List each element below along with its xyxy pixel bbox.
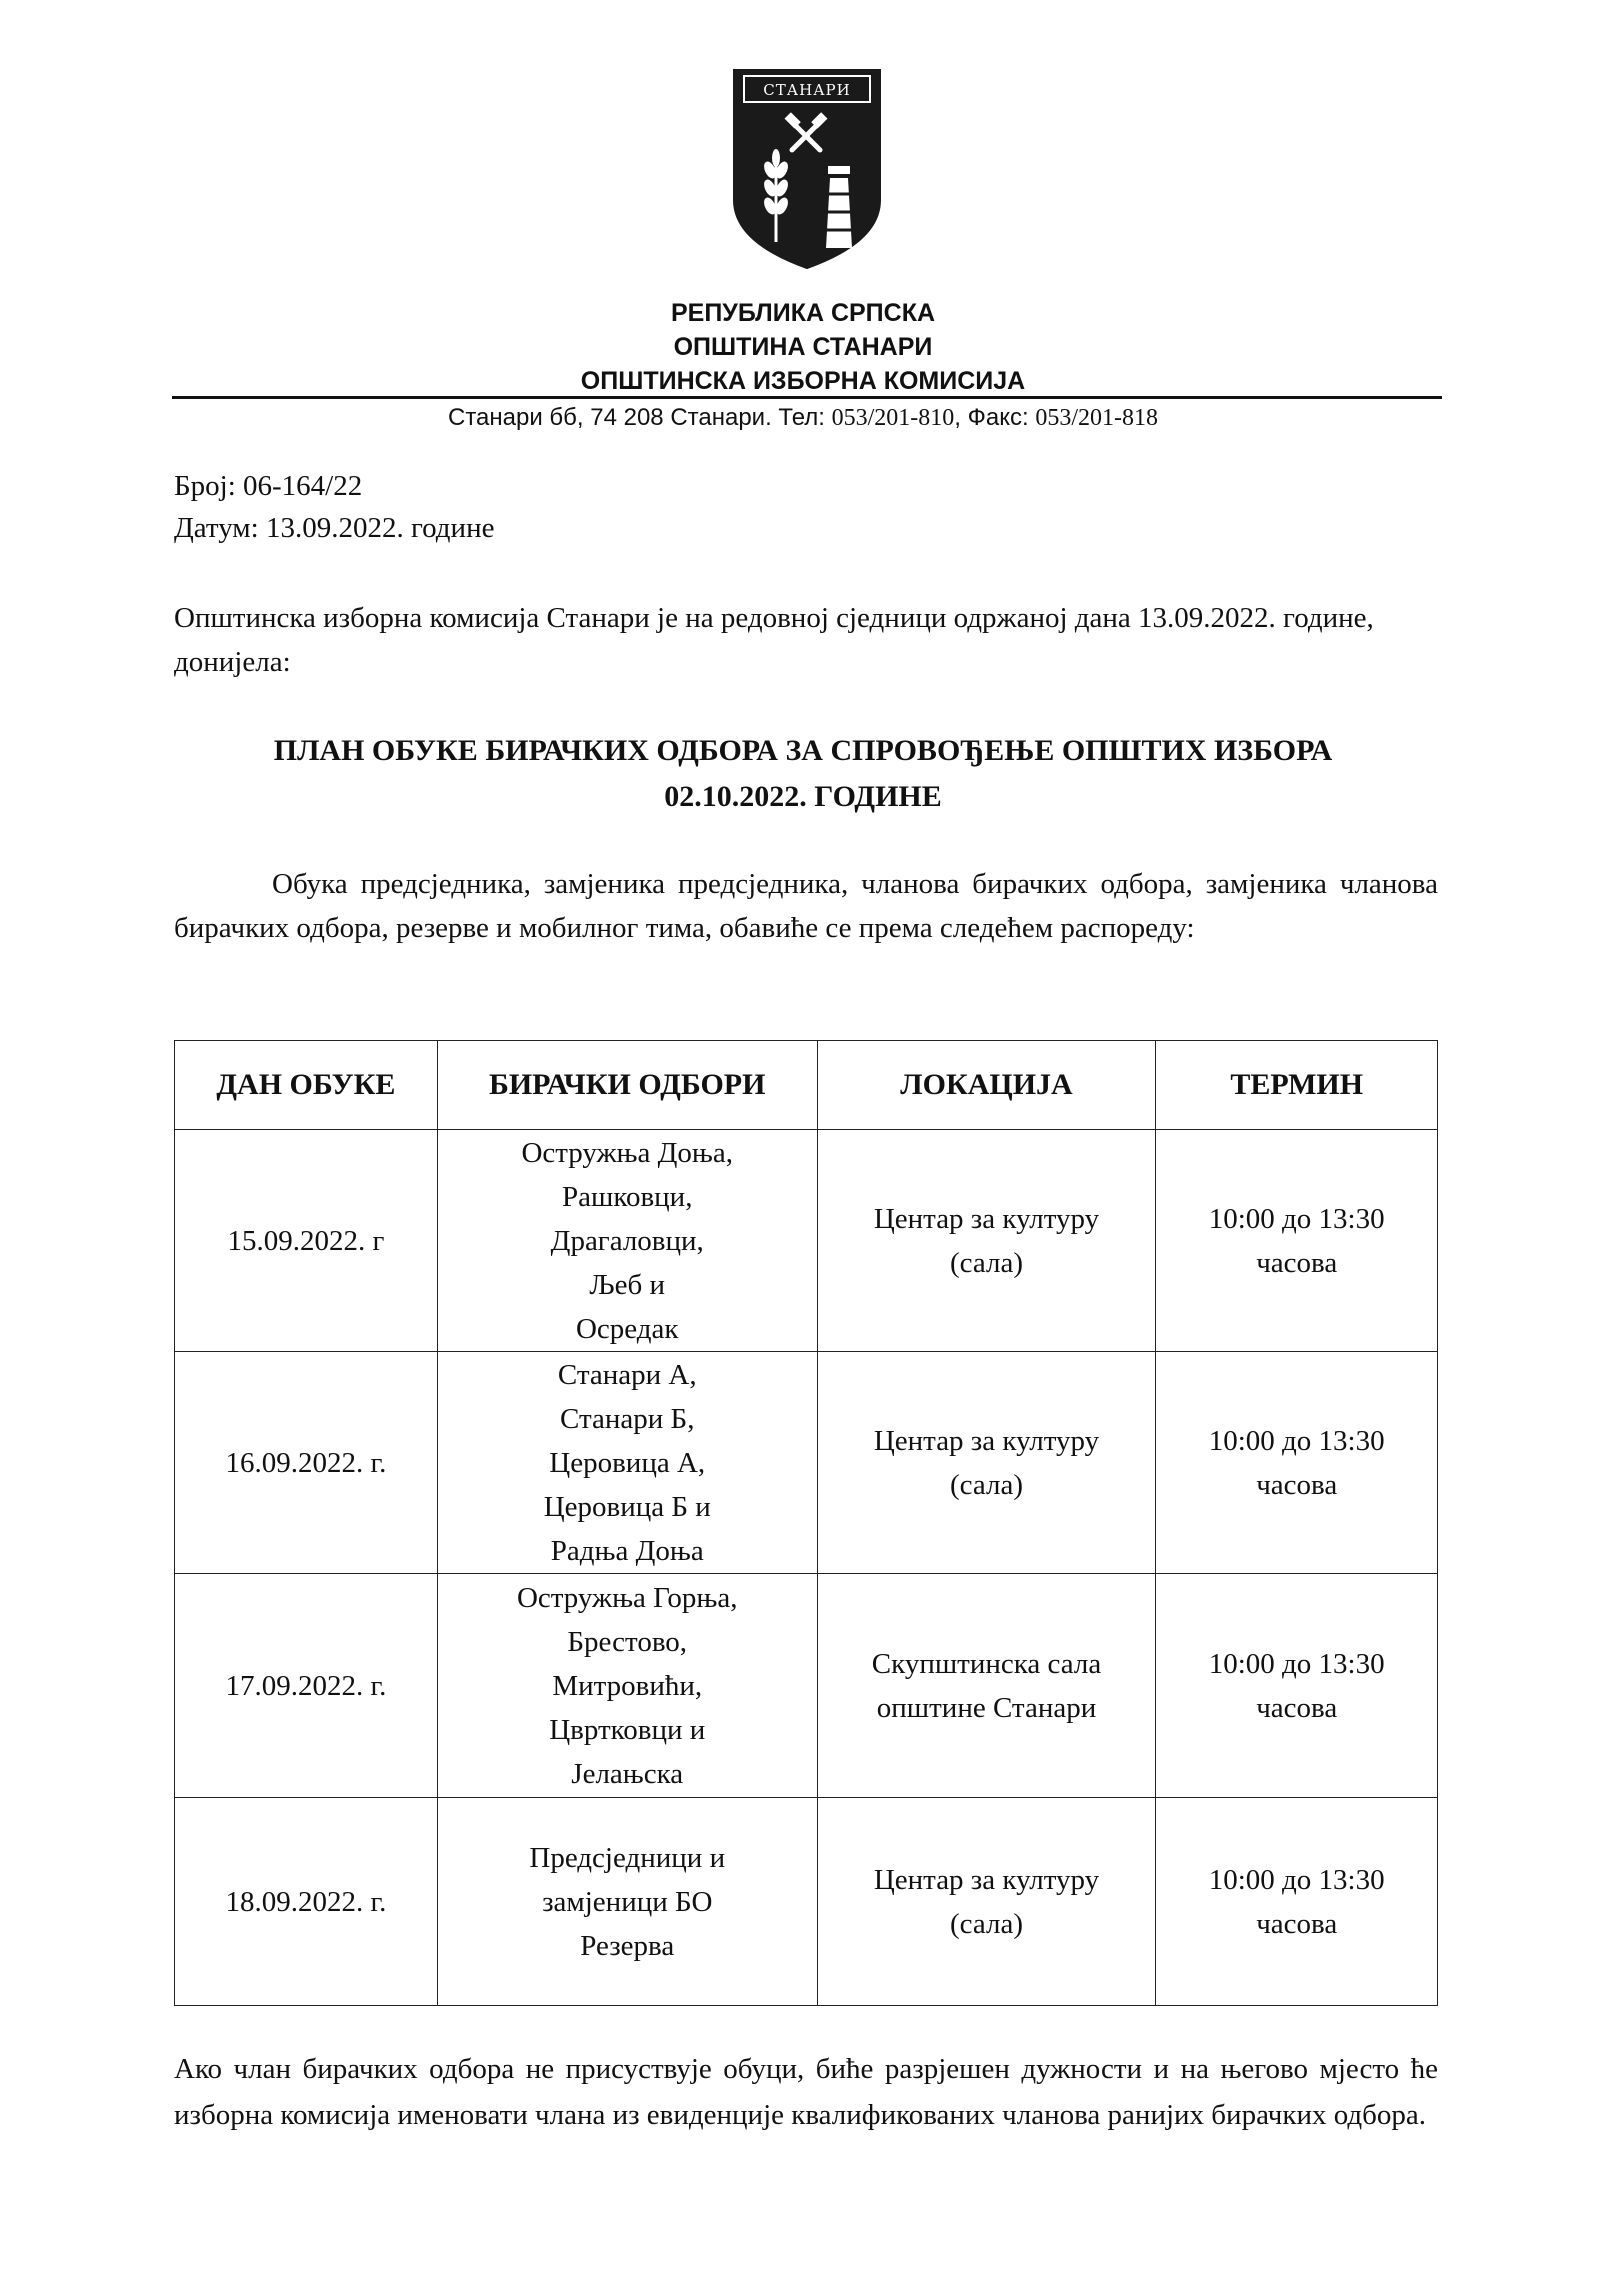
cell-committees: Остружња Горња, Брестово, Митровићи, Цвртковци и Јелањска — [437, 1574, 817, 1798]
fax-number: 053/201-818 — [1035, 405, 1158, 431]
table-row — [175, 1574, 1438, 1798]
column-header-location: ЛОКАЦИЈА — [817, 1041, 1156, 1130]
cell-day: 18.09.2022. г. — [175, 1798, 438, 2006]
cell-location: Центар за културу (сала) — [817, 1352, 1156, 1574]
cell-time: 10:00 до 13:30 часова — [1156, 1574, 1438, 1798]
cell-location: Центар за културу (сала) — [817, 1130, 1156, 1352]
cell-location: Центар за културу (сала) — [817, 1798, 1156, 2006]
phone-number: 053/201-810 — [831, 405, 955, 431]
contact-address — [0, 401, 1606, 435]
footer-paragraph: Ако члан бирачких одбора не присуствује обуци, биће разрјешен дужности и на његово мјесто ће изборна комисија именовати члана из евиденције квалификованих чланова ранијих бирачких одбора. — [174, 2053, 1438, 2131]
org-republic: РЕПУБЛИКА СРПСКА — [670, 299, 936, 327]
header-divider — [172, 396, 1442, 399]
cell-day: 15.09.2022. г — [175, 1130, 438, 1352]
cell-day: 16.09.2022. г. — [175, 1352, 438, 1574]
column-header-time: ТЕРМИН — [1156, 1041, 1438, 1130]
document-number: Број: 06-164/22 — [174, 470, 363, 502]
org-municipality: ОПШТИНА СТАНАРИ — [673, 333, 933, 361]
cell-time: 10:00 до 13:30 часова — [1156, 1798, 1438, 2006]
document-title-date: 02.10.2022. ГОДИНЕ — [664, 780, 942, 813]
table-row — [175, 1130, 1438, 1352]
cell-committees: Предсједници и замјеници БО Резерва — [437, 1798, 817, 2006]
intro-paragraph: Општинска изборна комисија Станари је на редовној сједници одржаној дана 13.09.2022. године, донијела: — [174, 602, 1374, 678]
cell-time: 10:00 до 13:30 часова — [1156, 1130, 1438, 1352]
column-header-committees: БИРАЧКИ ОДБОРИ — [437, 1041, 817, 1130]
document-title: ПЛАН ОБУКЕ БИРАЧКИХ ОДБОРА ЗА СПРОВОЂЕЊЕ ОПШТИХ ИЗБОРА — [273, 734, 1333, 767]
column-header-day: ДАН ОБУКЕ — [175, 1041, 438, 1130]
table-header-row — [175, 1041, 1438, 1130]
cell-day: 17.09.2022. г. — [175, 1574, 438, 1798]
address-text: Станари бб, 74 208 Станари. Тел: — [447, 404, 832, 431]
table-row — [175, 1798, 1438, 2006]
cell-committees: Станари А, Станари Б, Церовица А, Церовица Б и Радња Доња — [437, 1352, 817, 1574]
cell-time: 10:00 до 13:30 часова — [1156, 1352, 1438, 1574]
svg-text:СТАНАРИ: СТАНАРИ — [763, 81, 851, 99]
cell-location: Скупштинска сала општине Станари — [817, 1574, 1156, 1798]
document-date: Датум: 13.09.2022. године — [174, 512, 495, 544]
org-election-commission: ОПШТИНСКА ИЗБОРНА КОМИСИЈА — [580, 367, 1026, 395]
cell-committees: Остружња Доња, Рашковци, Драгаловци, Љеб и Осредак — [437, 1130, 817, 1352]
municipality-crest-logo — [730, 66, 884, 272]
table-row — [175, 1352, 1438, 1574]
fax-label: , Факс: — [954, 404, 1036, 431]
training-schedule-table — [174, 1040, 1438, 2006]
schedule-intro-paragraph: Обука предсједника, замјеника предсједника, чланова бирачких одбора, замјеника чланова бирачких одбора, резерве и мобилног тима, обавиће се према следећем распореду: — [174, 868, 1438, 944]
